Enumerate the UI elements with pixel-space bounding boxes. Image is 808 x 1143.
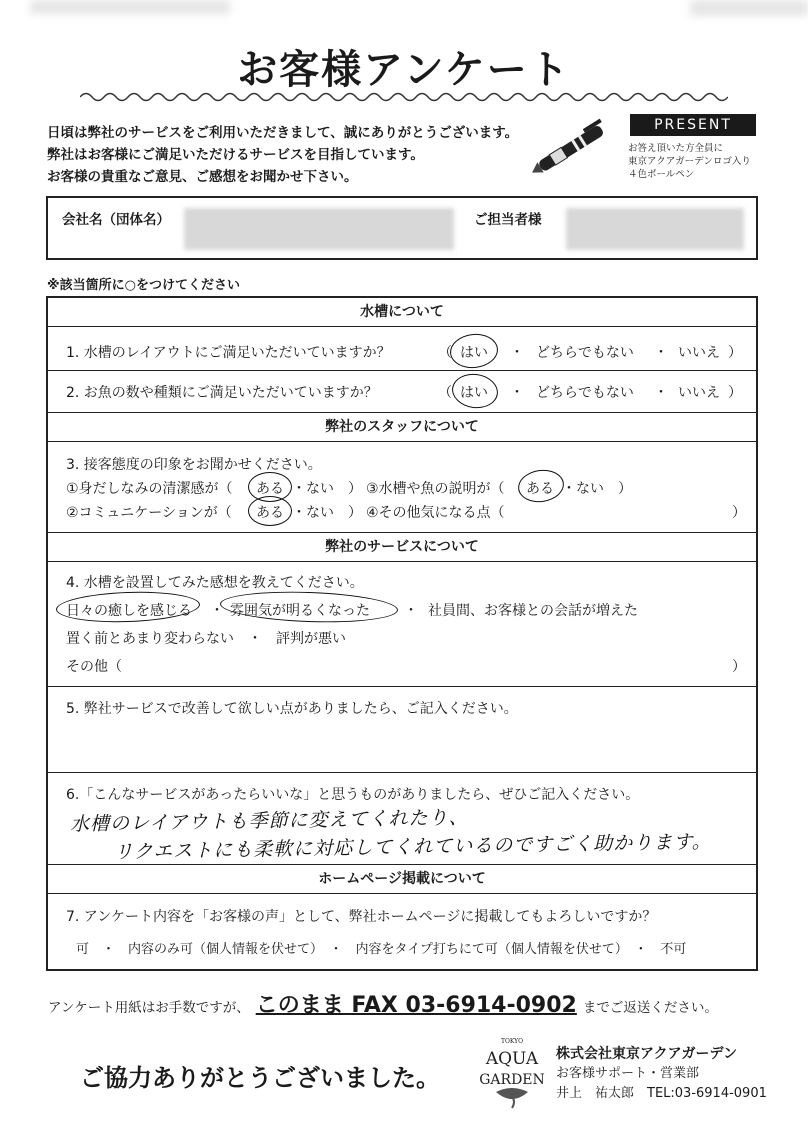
- q1-open: （: [438, 345, 452, 361]
- customer-info-box: [46, 196, 758, 260]
- q3-item-3-yes[interactable]: ある: [526, 481, 554, 497]
- divider: [48, 441, 756, 442]
- scan-smudge: [690, 0, 808, 16]
- q3-item-4-label: ④その他気になる点（: [366, 505, 505, 521]
- intro-line: お客様の貴重なご意見、ご感想をお聞かせ下さい。: [47, 169, 358, 185]
- q3-item-3-label: ③水槽や魚の説明が（: [366, 481, 505, 497]
- q2-open: （: [438, 385, 452, 401]
- q3-item-2-yes[interactable]: ある: [256, 505, 284, 521]
- present-line: お答え頂いた方全員に: [628, 143, 724, 154]
- fax-pre-text: アンケート用紙はお手数ですが、: [48, 1000, 250, 1016]
- contact-person-field[interactable]: [566, 208, 744, 250]
- q3-item-1-label: ①身だしなみの清潔感が（: [66, 481, 233, 497]
- q2-close: ）: [728, 385, 742, 401]
- q4-option-conversation[interactable]: 社員間、お客様との会話が増えた: [428, 603, 638, 619]
- q4-other-close: ）: [732, 659, 746, 675]
- q2-option-yes[interactable]: はい: [460, 385, 488, 401]
- handwritten-answer-line: 水槽のレイアウトも季節に変えてくれたり、: [69, 806, 469, 836]
- q1-option-neutral[interactable]: どちらでもない: [536, 345, 634, 361]
- fax-number: このまま FAX 03-6914-0902: [255, 993, 577, 1018]
- fax-instruction: [48, 988, 718, 1019]
- q1-close: ）: [728, 345, 742, 361]
- divider: [48, 893, 756, 894]
- q4-option-healing[interactable]: 日々の癒しを感じる: [66, 603, 192, 619]
- question-7: 7. アンケート内容を「お客様の声」として、弊社ホームページに掲載してもよろしいですか？: [66, 909, 657, 925]
- divider: [48, 326, 756, 327]
- company-name: 株式会社東京アクアガーデン: [556, 1046, 738, 1062]
- company-contact: 井上 祐太郎 TEL:03-6914-0901: [556, 1086, 767, 1101]
- q2-option-neutral[interactable]: どちらでもない: [536, 385, 634, 401]
- company-name-label: 会社名（団体名）: [62, 212, 170, 228]
- divider: [48, 561, 756, 562]
- pen-icon: [525, 112, 625, 182]
- divider: [48, 370, 756, 371]
- section-header-homepage: ホームページ掲載について: [318, 871, 486, 887]
- intro-text: [47, 122, 518, 188]
- present-line: 東京アクアガーデンロゴ入り: [628, 156, 751, 167]
- question-4: 4. 水槽を設置してみた感想を教えてください。: [66, 575, 364, 591]
- present-line: ４色ボールペン: [628, 169, 695, 180]
- divider: [48, 686, 756, 687]
- q3-item-4-close: ）: [732, 505, 746, 521]
- question-6: 6.「こんなサービスがあったらいいな」と思うものがありましたら、ぜひご記入ください。: [66, 787, 640, 803]
- hand-circle-mark: [448, 332, 499, 371]
- q4-option-no-change[interactable]: 置く前とあまり変わらない ・ 評判が悪い: [66, 631, 346, 647]
- handwritten-answer-line: リクエストにも柔軟に対応してくれているのですごく助かります。: [113, 830, 712, 864]
- section-header-tank: 水槽について: [360, 304, 444, 320]
- hand-circle-mark: [248, 496, 292, 526]
- contact-person-label: ご担当者様: [474, 212, 542, 228]
- intro-line: 弊社はお客様にご満足いただけるサービスを目指しています。: [47, 147, 424, 163]
- divider: [48, 772, 756, 773]
- company-name-field[interactable]: [184, 208, 454, 250]
- q1-sep: ・: [654, 345, 668, 361]
- question-5: 5. 弊社サービスで改善して欲しい点がありましたら、ご記入ください。: [66, 701, 518, 717]
- survey-table: [46, 296, 758, 971]
- q7-options[interactable]: 可 ・ 内容のみ可（個人情報を伏せて） ・ 内容をタイプ打ちにて可（個人情報を伏せて） ・ 不可: [76, 942, 687, 957]
- question-3: 3. 接客態度の印象をお聞かせください。: [66, 457, 322, 473]
- scan-smudge: [30, 0, 230, 14]
- q2-sep: ・: [654, 385, 668, 401]
- intro-line: 日頃は弊社のサービスをご利用いただきまして、誠にありがとうございます。: [47, 125, 519, 141]
- hand-circle-mark: [516, 467, 566, 505]
- q4-sep: ・: [210, 603, 224, 619]
- wave-divider: [80, 90, 728, 104]
- aqua-garden-logo: [476, 1034, 548, 1110]
- company-department: お客様サポート・営業部: [556, 1066, 700, 1081]
- page-title: お客様アンケート: [237, 47, 571, 93]
- instruction-note: ※該当箇所に○をつけてください: [47, 278, 240, 293]
- q4-option-other[interactable]: その他（: [66, 659, 122, 675]
- company-info: [556, 1044, 767, 1104]
- q2-sep: ・: [510, 385, 524, 401]
- q3-item-1-yes[interactable]: ある: [256, 481, 284, 497]
- thank-you-message: ご協力ありがとうございました。: [80, 1064, 440, 1092]
- logo-line2: GARDEN: [479, 1072, 545, 1088]
- hand-circle-mark: [450, 371, 500, 411]
- fax-post-text: までご返送ください。: [582, 1000, 718, 1016]
- section-header-service: 弊社のサービスについて: [325, 539, 479, 555]
- q4-sep: ・: [404, 603, 418, 619]
- q3-item-1-rest[interactable]: ・ない ）: [292, 481, 362, 497]
- section-header-staff: 弊社のスタッフについて: [325, 419, 479, 435]
- q1-option-yes[interactable]: はい: [460, 345, 488, 361]
- present-badge: PRESENT: [630, 114, 756, 136]
- q2-option-no[interactable]: いいえ: [678, 385, 720, 401]
- question-2: 2. お魚の数や種類にご満足いただいていますか？: [66, 385, 378, 401]
- logo-line1: AQUA: [485, 1049, 539, 1069]
- q1-sep: ・: [510, 345, 524, 361]
- q4-option-brighter[interactable]: 雰囲気が明るくなった: [230, 603, 370, 619]
- logo-top: TOKYO: [500, 1038, 524, 1045]
- q3-item-2-label: ②コミュニケーションが（: [66, 505, 232, 521]
- q1-option-no[interactable]: いいえ: [678, 345, 720, 361]
- q3-item-3-rest[interactable]: ・ない ）: [562, 481, 632, 497]
- question-1: 1. 水槽のレイアウトにご満足いただいていますか？: [66, 345, 391, 361]
- present-description: [628, 142, 751, 181]
- q3-item-2-rest[interactable]: ・ない ）: [292, 505, 362, 521]
